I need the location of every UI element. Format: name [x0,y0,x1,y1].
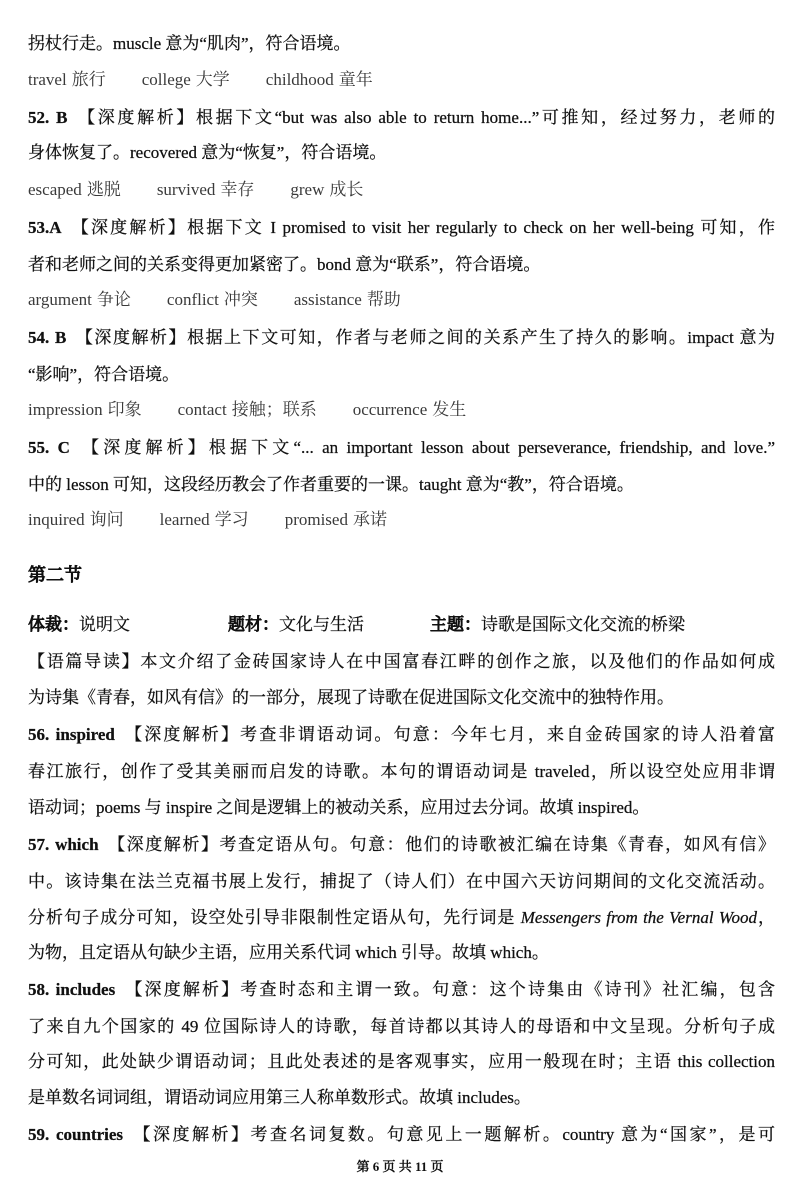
option-word: survived [156,180,216,199]
option-word: assistance [293,290,362,309]
passage-meta-line [28,612,775,638]
analysis-tag: 【深度解析】 [77,438,209,457]
topic-category-value: 文化与生活 [279,615,364,634]
q58-line-4 [28,1085,775,1111]
option-item [294,290,401,309]
q57-analysis-text: 中。该诗集在法兰克福书展上发行，捕捉了（诗人们）在中国六天访问期间的文化交流活动。 [28,872,775,891]
option-meaning: 学习 [214,510,249,529]
topic-category-label: 题材： [228,615,279,634]
theme-label: 主题： [430,615,481,634]
q58-line-2 [28,1014,775,1040]
option-word: argument [28,290,92,309]
q58-line-1 [28,977,775,1003]
option-word: occurrence [352,400,428,419]
theme-value: 诗歌是国际文化交流的桥梁 [481,615,685,634]
q56-line-3 [28,795,775,821]
guide-line-1 [28,649,775,675]
option-meaning: 询问 [89,510,124,529]
analysis-tag: 【深度解析】 [75,108,197,127]
q53-answer-number: 53.A [28,218,62,237]
option-item [28,400,142,419]
book-title-english: Messengers from the Vernal Wood [520,908,757,927]
option-meaning: 逃脱 [86,180,121,199]
q58-analysis-text: 分可知，此处缺少谓语动词；且此处表述的是客观事实，应用一般现在时；主语 this collection [28,1052,775,1071]
q57-answer-number: 57. which [28,835,99,854]
q59-analysis-text: 考查名词复数。句意见上一题解析。country 意为“国家”，是可 [250,1125,775,1144]
guide-text: 为诗集《青春，如风有信》的一部分，展现了诗歌在促进国际文化交流中的独特作用。 [28,688,674,707]
theme [430,612,685,638]
option-word: promised [284,510,348,529]
option-item [160,510,249,529]
analysis-tag: 【深度解析】 [131,1125,251,1144]
q57-line-3 [28,905,775,931]
option-item [157,180,255,199]
guide-line-2 [28,685,775,711]
q57-line-1 [28,832,775,858]
q53-analysis-text: 根据下文 I promised to visit her regularly to check on her well-being 可知，作 [187,218,775,237]
q54-answer-number: 54. B [28,328,67,347]
q57-analysis-text: ， [756,908,775,927]
q57-analysis-text: 考查定语从句。句意：他们的诗歌被汇编在诗集《青春，如风有信》 [219,835,775,854]
option-word: escaped [28,180,82,199]
q53-line-1 [28,215,775,241]
q56-answer-number: 56. inspired [28,725,115,744]
q58-analysis-text: 考查时态和主谓一致。句意：这个诗集由《诗刊》社汇编，包含 [240,980,775,999]
genre-value: 说明文 [79,615,130,634]
q53-analysis-text: 者和老师之间的关系变得更加紧密了。bond 意为“联系”，符合语境。 [28,255,541,274]
q52-options-row [28,177,775,203]
q51-explanation-line [28,31,775,57]
q56-analysis-text: 春江旅行，创作了受其美丽而启发的诗歌。本句的谓语动词是 traveled，所以设空处应用非谓 [28,762,775,781]
option-word: conflict [166,290,219,309]
option-word: inquired [28,510,85,529]
option-item [290,180,363,199]
option-word: impression [28,400,103,419]
option-item [28,70,106,89]
option-meaning: 争论 [96,290,131,309]
section-heading [28,562,775,588]
option-word: grew [290,180,325,199]
option-item [28,290,131,309]
option-meaning: 帮助 [366,290,401,309]
option-meaning: 大学 [195,70,230,89]
option-item [142,70,230,89]
q54-analysis-text: 根据上下文可知，作者与老师之间的关系产生了持久的影响。impact 意为 [187,328,775,347]
guide-tag: 【语篇导读】 [28,652,141,671]
option-item [353,400,467,419]
option-word: learned [159,510,210,529]
option-item [266,70,373,89]
q52-line-2 [28,140,775,166]
q52-analysis-text: 根据下文“but was also able to return home...”可推知，经过努力，老师的 [196,108,775,127]
q56-analysis-text: 语动词；poems 与 inspire 之间是逻辑上的被动关系，应用过去分词。故填 inspired。 [28,798,650,817]
option-meaning: 承诺 [352,510,387,529]
q55-options-row [28,507,775,533]
q52-analysis-text: 身体恢复了。recovered 意为“恢复”，符合语境。 [28,143,387,162]
q58-analysis-text: 是单数名词词组，谓语动词应用第三人称单数形式。故填 includes。 [28,1088,531,1107]
option-meaning: 旅行 [71,70,106,89]
q58-line-3 [28,1049,775,1075]
option-meaning: 接触；联系 [231,400,317,419]
q58-answer-number: 58. includes [28,980,116,999]
analysis-tag: 【深度解析】 [69,218,188,237]
option-item [28,510,124,529]
option-word: contact [177,400,227,419]
q57-line-2 [28,869,775,895]
analysis-tag: 【深度解析】 [122,725,241,744]
q55-answer-number: 55. C [28,438,70,457]
q54-analysis-text: “影响”，符合语境。 [28,365,180,384]
q55-analysis-text: 中的 lesson 可知，这段经历教会了作者重要的一课。taught 意为“教”，符合语境。 [28,475,634,494]
q59-line-1 [28,1122,775,1148]
q57-line-4 [28,940,775,966]
option-meaning: 冲突 [223,290,258,309]
q54-line-1 [28,325,775,351]
option-word: childhood [265,70,334,89]
q52-answer-number: 52. B [28,108,68,127]
section-heading-text: 第二节 [28,565,82,585]
option-item [285,510,387,529]
genre [28,612,130,638]
guide-text: 本文介绍了金砖国家诗人在中国富春江畔的创作之旅，以及他们的作品如何成 [140,652,775,671]
option-item [28,180,121,199]
option-word: college [141,70,191,89]
option-meaning: 成长 [329,180,364,199]
analysis-tag: 【深度解析】 [74,328,188,347]
q56-analysis-text: 考查非谓语动词。句意：今年七月，来自金砖国家的诗人沿着富 [240,725,775,744]
q56-line-1 [28,722,775,748]
q53-options-row [28,287,775,313]
q55-line-2 [28,472,775,498]
q51-options-row [28,67,775,93]
option-item [167,290,258,309]
option-meaning: 童年 [338,70,373,89]
q51-explanation-text: 拐杖行走。muscle 意为“肌肉”，符合语境。 [28,34,351,53]
page-footer: 第 6 页 共 11 页 [356,1159,444,1174]
q55-analysis-text: 根据下文“... an important lesson about perseverance, friendship, and love.” [208,438,775,457]
q57-analysis-text: 分析句子成分可知，设空处引导非限制性定语从句，先行词是 [28,908,521,927]
genre-label: 体裁： [28,615,79,634]
topic-category [228,612,364,638]
q56-line-2 [28,759,775,785]
option-word: travel [28,70,67,89]
q54-line-2 [28,362,775,388]
option-meaning: 幸存 [220,180,255,199]
q59-answer-number: 59. countries [28,1125,124,1144]
q52-line-1 [28,105,775,131]
option-item [178,400,317,419]
analysis-tag: 【深度解析】 [123,980,241,999]
option-meaning: 印象 [107,400,142,419]
q55-line-1 [28,435,775,461]
q54-options-row [28,397,775,423]
q53-line-2 [28,252,775,278]
analysis-tag: 【深度解析】 [106,835,220,854]
q57-analysis-text: 为物，且定语从句缺少主语，应用关系代词 which 引导。故填 which。 [28,943,549,962]
q58-analysis-text: 了来自九个国家的 49 位国际诗人的诗歌，每首诗都以其诗人的母语和中文呈现。分析句子成 [28,1017,775,1036]
option-meaning: 发生 [432,400,467,419]
